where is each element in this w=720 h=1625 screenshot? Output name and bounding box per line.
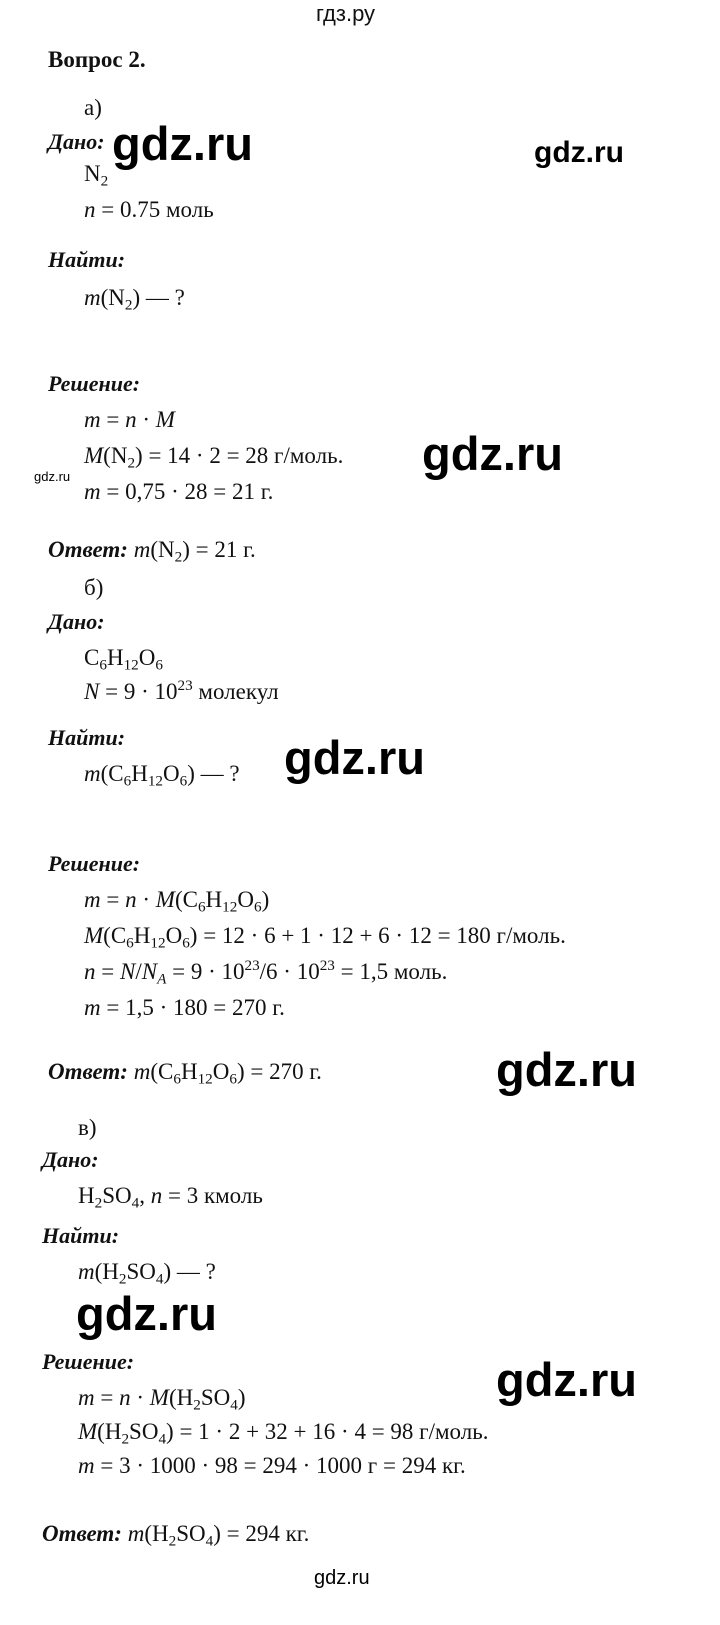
watermark-3: gdz.ru [422,427,563,480]
part-b-solution-line-4: m = 1,5 · 180 = 270 г. [84,995,285,1020]
watermark-8: gdz.ru [496,1353,637,1406]
part-b-answer: Ответ: $m(C_6H_{12}O_6) = 270$ г. [48,1059,322,1088]
watermark-6: gdz.ru [496,1043,637,1096]
part-a-letter: а) [84,95,102,120]
part-c-solution-line-3: m = 3 · 1000 · 98 = 294 · 1000 г = 294 кг. [78,1453,466,1478]
part-b-solution-line-2: $M(C_6H_{12}O_6) = 12 \cdot 6 + 1 \cdot 12 + 6 \cdot 12 = 180$ г/моль. [84,923,566,952]
part-b-solution-heading: Решение: [48,851,141,876]
part-a-solution-line-3: m = 0,75 · 28 = 21 г. [84,479,274,504]
part-a-answer: Ответ: $m(N_2) = 21$ г. [48,537,256,566]
watermark-7: gdz.ru [76,1287,217,1340]
answer-label: Ответ [48,537,121,562]
part-a-find-heading: Найти: [48,247,126,272]
part-c-given-line: $H_2SO_4$, n = 3 кмоль [78,1183,263,1212]
watermark-2: gdz.ru [534,136,624,169]
part-a-solution-line-1: m = n · M [84,407,175,432]
part-c-solution-line-1: $m = n \cdot M(H_2SO_4)$ [78,1385,246,1414]
part-b-given-heading: Дано: [48,609,105,634]
watermark-4: gdz.ru [34,469,71,484]
watermark-1: gdz.ru [112,117,253,170]
part-c-find-heading: Найти: [42,1223,120,1248]
part-b-find-heading: Найти: [48,725,126,750]
part-a-given-line-2: n = 0.75 моль [84,197,214,222]
part-c-solution-line-2: $M(H_2SO_4) = 1 \cdot 2 + 32 + 16 \cdot 4 = 98$ г/моль. [78,1419,489,1448]
part-c-letter: в) [78,1115,97,1140]
part-b-solution-line-3: $n = N/N_A = 9 \cdot 10^{23}/6 \cdot 10^{23} = 1,5$ моль. [84,956,448,988]
find-label: Найти [48,247,118,272]
part-c-answer: Ответ: $m(H_2SO_4) = 294$ кг. [42,1521,310,1550]
watermark-9: gdz.ru [314,1567,370,1589]
part-c-solution-heading: Решение: [42,1349,135,1374]
question-title: Вопрос 2. [48,47,146,72]
part-a-solution-heading: Решение: [48,371,141,396]
watermark-5: gdz.ru [284,731,425,784]
part-a-given-line-1: $N_2$ [84,161,109,190]
part-b-given-line-2: $N = 9 \cdot 10^{23}$ молекул [84,676,279,704]
part-a-given-heading: Дано: [48,129,105,154]
part-b-solution-line-1: $m = n \cdot M(C_6H_{12}O_6)$ [84,887,270,916]
part-c-given-heading: Дано: [42,1147,99,1172]
part-a-find-line: $m(N_2)$ — ? [84,285,185,314]
part-b-given-line-1: $C_6H_{12}O_6$ [84,645,163,674]
part-a-solution-line-2: $M(N_2) = 14 \cdot 2 = 28$ г/моль. [84,443,344,472]
site-header: гдз.ру [316,1,376,26]
part-b-letter: б) [84,575,104,600]
part-c-find-line: $m(H_2SO_4)$ — ? [78,1259,216,1288]
solution-label: Решение [48,371,133,396]
given-label: Дано [48,129,98,154]
part-b-find-line: $m(C_6H_{12}O_6)$ — ? [84,761,240,790]
